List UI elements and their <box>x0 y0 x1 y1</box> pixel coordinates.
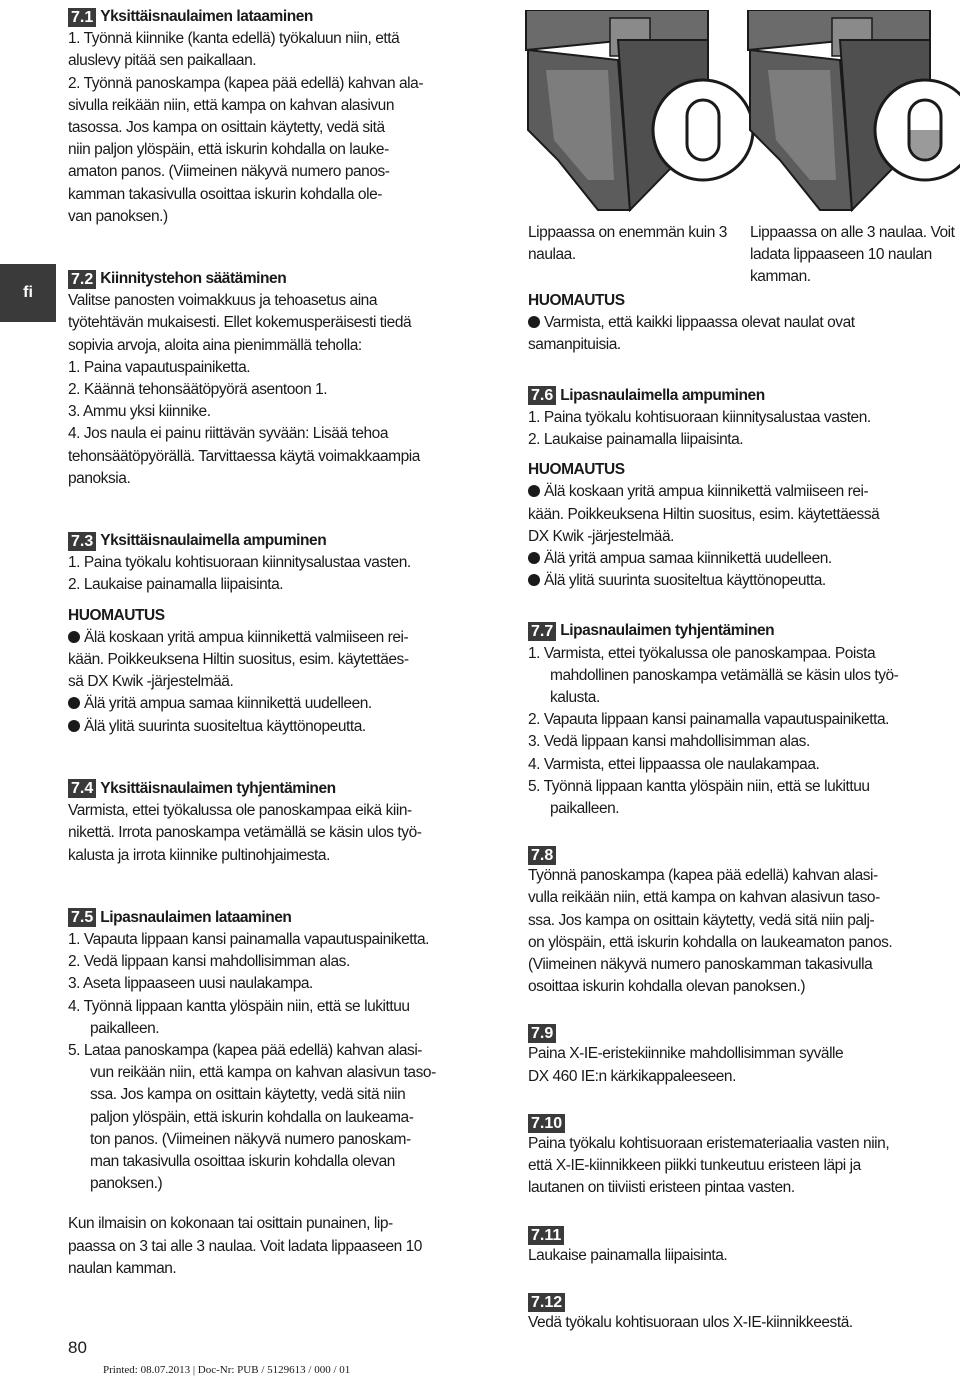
section-heading <box>528 1226 960 1245</box>
section-number: 7.9 <box>528 1024 556 1043</box>
text-line: 2. Työnnä panoskampa (kapea pää edellä) kahvan ala- <box>68 74 424 92</box>
bullet-icon <box>68 720 80 732</box>
section-7-8 <box>528 846 960 998</box>
text-line: Varmista, ettei työkalussa ole panoskampaa eikä kiin- <box>68 802 412 820</box>
text-line: van panoksen.) <box>68 207 168 225</box>
section-7-7 <box>528 620 960 820</box>
section-title: Yksittäisnaulaimen tyhjentäminen <box>100 779 336 797</box>
section-heading <box>68 907 506 929</box>
text-line: sä DX Kwik -järjestelmää. <box>68 673 234 691</box>
language-tab <box>0 264 56 322</box>
section-title: Yksittäisnaulaimen lataaminen <box>100 8 313 25</box>
text-line: kalusta ja irrota kiinnike pultinohjaimesta. <box>68 846 330 864</box>
note-bullet <box>528 548 960 570</box>
text-line: naulan kamman. <box>68 1259 177 1277</box>
text-line: 1. Paina työkalu kohtisuoraan kiinnitysalustaa vasten. <box>68 554 411 572</box>
text-line: 1. Työnnä kiinnike (kanta edellä) työkaluun niin, että <box>68 30 400 48</box>
section-7-11 <box>528 1226 960 1267</box>
section-7-5 <box>68 907 506 1280</box>
text-line: 5. Työnnä lippaan kantta ylöspäin niin, että se lukittuu <box>528 777 870 795</box>
text-line: paassa on 3 tai alle 3 naulaa. Voit ladata lippaaseen 10 <box>68 1237 422 1255</box>
note-text: Älä yritä ampua samaa kiinnikettä uudelleen. <box>84 695 372 713</box>
note-bullet <box>68 716 506 738</box>
text-line: aluslevy pitää sen paikallaan. <box>68 52 257 70</box>
section-7-1 <box>68 6 506 228</box>
language-code: fi <box>23 284 33 301</box>
text-line: paljon ylöspäin, että iskurin kohdalla on laukeama- <box>90 1108 414 1126</box>
text-line: 1. Vapauta lippaan kansi painamalla vapautuspainiketta. <box>68 930 430 948</box>
section-number: 7.1 <box>68 8 96 27</box>
note-text: Varmista, että kaikki lippaassa olevat naulat ovat <box>544 314 855 332</box>
text-line: 4. Jos naula ei painu riittävän syvään: Lisää tehoa <box>68 425 388 443</box>
text-line: vulla reikään niin, että kampa on kahvan alasivun taso- <box>528 889 880 907</box>
text-line: panoksia. <box>68 469 131 487</box>
text-line: 3. Aseta lippaaseen uusi naulakampa. <box>68 975 313 993</box>
text-line: vun reikään niin, että kampa on kahvan alasivun taso- <box>90 1064 436 1082</box>
section-title: Lipasnaulaimen lataaminen <box>100 908 292 926</box>
section-number: 7.7 <box>528 622 556 641</box>
note-bullet <box>528 481 960 503</box>
section-heading <box>528 385 960 407</box>
text-line: 2. Käännä tehonsäätöpyörä asentoon 1. <box>68 381 328 399</box>
bullet-icon <box>68 631 80 643</box>
note-text: Älä ylitä suurinta suositeltua käyttönopeutta. <box>544 572 826 590</box>
section-number: 7.2 <box>68 270 96 289</box>
text-line: ton panos. (Viimeinen näkyvä numero panoskam- <box>90 1130 411 1148</box>
section-title: Yksittäisnaulaimella ampuminen <box>100 532 327 550</box>
section-number: 7.6 <box>528 386 556 405</box>
note-bullet <box>528 570 960 592</box>
text-line: lautanen on tiiviisti eristeen pintaa vasten. <box>528 1179 795 1197</box>
section-title: Lipasnaulaimen tyhjentäminen <box>560 622 775 640</box>
section-heading <box>528 620 960 642</box>
text-line: 3. Ammu yksi kiinnike. <box>68 403 211 421</box>
figure-caption-right: Lippaassa on alle 3 naulaa. Voit ladata lippaaseen 10 naulan kamman. <box>750 224 955 285</box>
section-heading <box>528 1293 960 1312</box>
text-line: 4. Työnnä lippaan kantta ylöspäin niin, että se lukittuu <box>68 997 410 1015</box>
magazine-indicator-figure <box>518 10 960 222</box>
section-number: 7.4 <box>68 779 96 798</box>
tool-illustration-low <box>748 10 960 210</box>
text-line: Paina työkalu kohtisuoraan eristemateriaalia vasten niin, <box>528 1134 890 1152</box>
text-line: kään. Poikkeuksena Hiltin suositus, esim. käytettäessä <box>528 505 880 523</box>
note-text: Älä ylitä suurinta suositeltua käyttönopeutta. <box>84 717 366 735</box>
text-line: Työnnä panoskampa (kapea pää edellä) kahvan alasi- <box>528 867 878 885</box>
section-number: 7.5 <box>68 908 96 927</box>
text-line: mahdollinen panoskampa vetämällä se käsin ulos työ- <box>550 666 899 684</box>
note-text: Älä koskaan yritä ampua kiinnikettä valmiiseen rei- <box>84 628 409 646</box>
note-title: HUOMAUTUS <box>528 292 625 309</box>
tool-illustrations <box>518 10 960 222</box>
section-number: 7.10 <box>528 1114 565 1133</box>
text-line: työtehtävän mukaisesti. Ellet kokemusperäisesti tiedä <box>68 314 412 332</box>
text-line: (Viimeinen näkyvä numero panoskamman takasivulla <box>528 956 873 974</box>
text-line: man takasivulla osoittaa iskurin kohdalla olevan <box>90 1152 395 1170</box>
section-7-6 <box>528 385 960 593</box>
text-line: Paina X-IE-eristekiinnike mahdollisimman syvälle <box>528 1045 844 1063</box>
text-line: 1. Varmista, ettei työkalussa ole panoskampaa. Poista <box>528 644 876 662</box>
text-line: 2. Vapauta lippaan kansi painamalla vapautuspainiketta. <box>528 711 890 729</box>
text-line: 1. Paina työkalu kohtisuoraan kiinnitysalustaa vasten. <box>528 408 871 426</box>
text-line: kalusta. <box>550 689 600 707</box>
note-bullet <box>528 312 960 334</box>
note-title: HUOMAUTUS <box>528 461 625 479</box>
section-7-2 <box>68 268 506 490</box>
text-line: Laukaise painamalla liipaisinta. <box>528 1246 728 1264</box>
bullet-icon <box>528 485 540 497</box>
text-line: 2. Laukaise painamalla liipaisinta. <box>68 576 284 594</box>
note-title: HUOMAUTUS <box>68 606 165 624</box>
section-title: Kiinnitystehon säätäminen <box>100 270 287 288</box>
section-heading <box>528 1024 960 1043</box>
text-line: samanpituisia. <box>528 336 621 354</box>
text-line: niin paljon ylöspäin, että iskurin kohdalla on lauke- <box>68 141 389 159</box>
text-line: DX Kwik -järjestelmää. <box>528 527 675 545</box>
left-column <box>68 6 506 1280</box>
section-7-10 <box>528 1114 960 1200</box>
text-line: ssa. Jos kampa on osittain käytetty, vedä sitä niin <box>90 1086 406 1104</box>
section-heading <box>68 268 506 290</box>
section-7-3 <box>68 530 506 738</box>
text-line: Valitse panosten voimakkuus ja tehoasetus aina <box>68 292 378 310</box>
text-line: ssa. Jos kampa on osittain käytetty, vedä sitä niin palj- <box>528 911 875 929</box>
section-7-4 <box>68 778 506 867</box>
right-column <box>528 290 960 1334</box>
text-line: 3. Vedä lippaan kansi mahdollisimman alas. <box>528 733 810 751</box>
section-7-9 <box>528 1024 960 1087</box>
tool-illustration-full <box>526 10 753 210</box>
section-heading <box>68 6 506 28</box>
text-line: 2. Vedä lippaan kansi mahdollisimman alas. <box>68 953 350 971</box>
text-line: kamman takasivulla osoittaa iskurin kohdalla ole- <box>68 185 382 203</box>
text-line: 5. Lataa panoskampa (kapea pää edellä) kahvan alasi- <box>68 1041 423 1059</box>
bullet-icon <box>528 316 540 328</box>
text-line: 2. Laukaise painamalla liipaisinta. <box>528 431 744 449</box>
text-line: tasossa. Jos kampa on osittain käytetty, vedä sitä <box>68 119 385 137</box>
section-number: 7.12 <box>528 1293 565 1312</box>
section-number: 7.3 <box>68 532 96 551</box>
text-line: sopivia arvoja, aloita aina pienimmällä teholla: <box>68 336 362 354</box>
text-line: osoittaa iskurin kohdalla olevan panoksen.) <box>528 978 806 996</box>
bullet-icon <box>528 552 540 564</box>
text-line: paikalleen. <box>90 1019 160 1037</box>
text-line: nikettä. Irrota panoskampa vetämällä se käsin ulos työ- <box>68 824 422 842</box>
text-line: on ylöspäin, että iskurin kohdalla on laukeamaton panos. <box>528 933 893 951</box>
section-number: 7.11 <box>528 1226 564 1245</box>
text-line: paikalleen. <box>550 800 620 818</box>
section-heading <box>68 778 506 800</box>
section-heading <box>528 1114 960 1133</box>
note-bullet <box>68 693 506 715</box>
text-line: kään. Poikkeuksena Hiltin suositus, esim. käytettäes- <box>68 651 409 669</box>
section-title: Lipasnaulaimella ampuminen <box>560 386 765 404</box>
page-number: 80 <box>68 1338 87 1357</box>
text-line: 4. Varmista, ettei lippaassa ole naulakampaa. <box>528 755 820 773</box>
section-heading <box>68 530 506 552</box>
text-line: panoksen.) <box>90 1175 163 1193</box>
text-line: Kun ilmaisin on kokonaan tai osittain punainen, lip- <box>68 1215 393 1233</box>
note-text: Älä koskaan yritä ampua kiinnikettä valmiiseen rei- <box>544 483 869 501</box>
print-info: Printed: 08.07.2013 | Doc-Nr: PUB / 5129613 / 000 / 01 <box>103 1364 351 1376</box>
text-line: DX 460 IE:n kärkikappaleeseen. <box>528 1067 736 1085</box>
figure-caption-left: Lippaassa on enemmän kuin 3 naulaa. <box>528 224 727 263</box>
bullet-icon <box>68 697 80 709</box>
bullet-icon <box>528 574 540 586</box>
text-line: sivulla reikään niin, että kampa on kahvan alasivun <box>68 96 395 114</box>
section-heading <box>528 846 960 865</box>
section-number: 7.8 <box>528 846 556 865</box>
note-text: Älä yritä ampua samaa kiinnikettä uudelleen. <box>544 550 832 568</box>
text-line: että X-IE-kiinnikkeen piikki tunkeutuu eristeen läpi ja <box>528 1157 861 1175</box>
section-7-12 <box>528 1293 960 1334</box>
text-line: Vedä työkalu kohtisuoraan ulos X-IE-kiinnikkeestä. <box>528 1313 853 1331</box>
text-line: tehonsäätöpyörällä. Tarvittaessa käytä voimakkaampia <box>68 447 420 465</box>
text-line: amaton panos. (Viimeinen näkyvä numero panos- <box>68 163 390 181</box>
note-bullet <box>68 627 506 649</box>
text-line: 1. Paina vapautuspainiketta. <box>68 358 251 376</box>
